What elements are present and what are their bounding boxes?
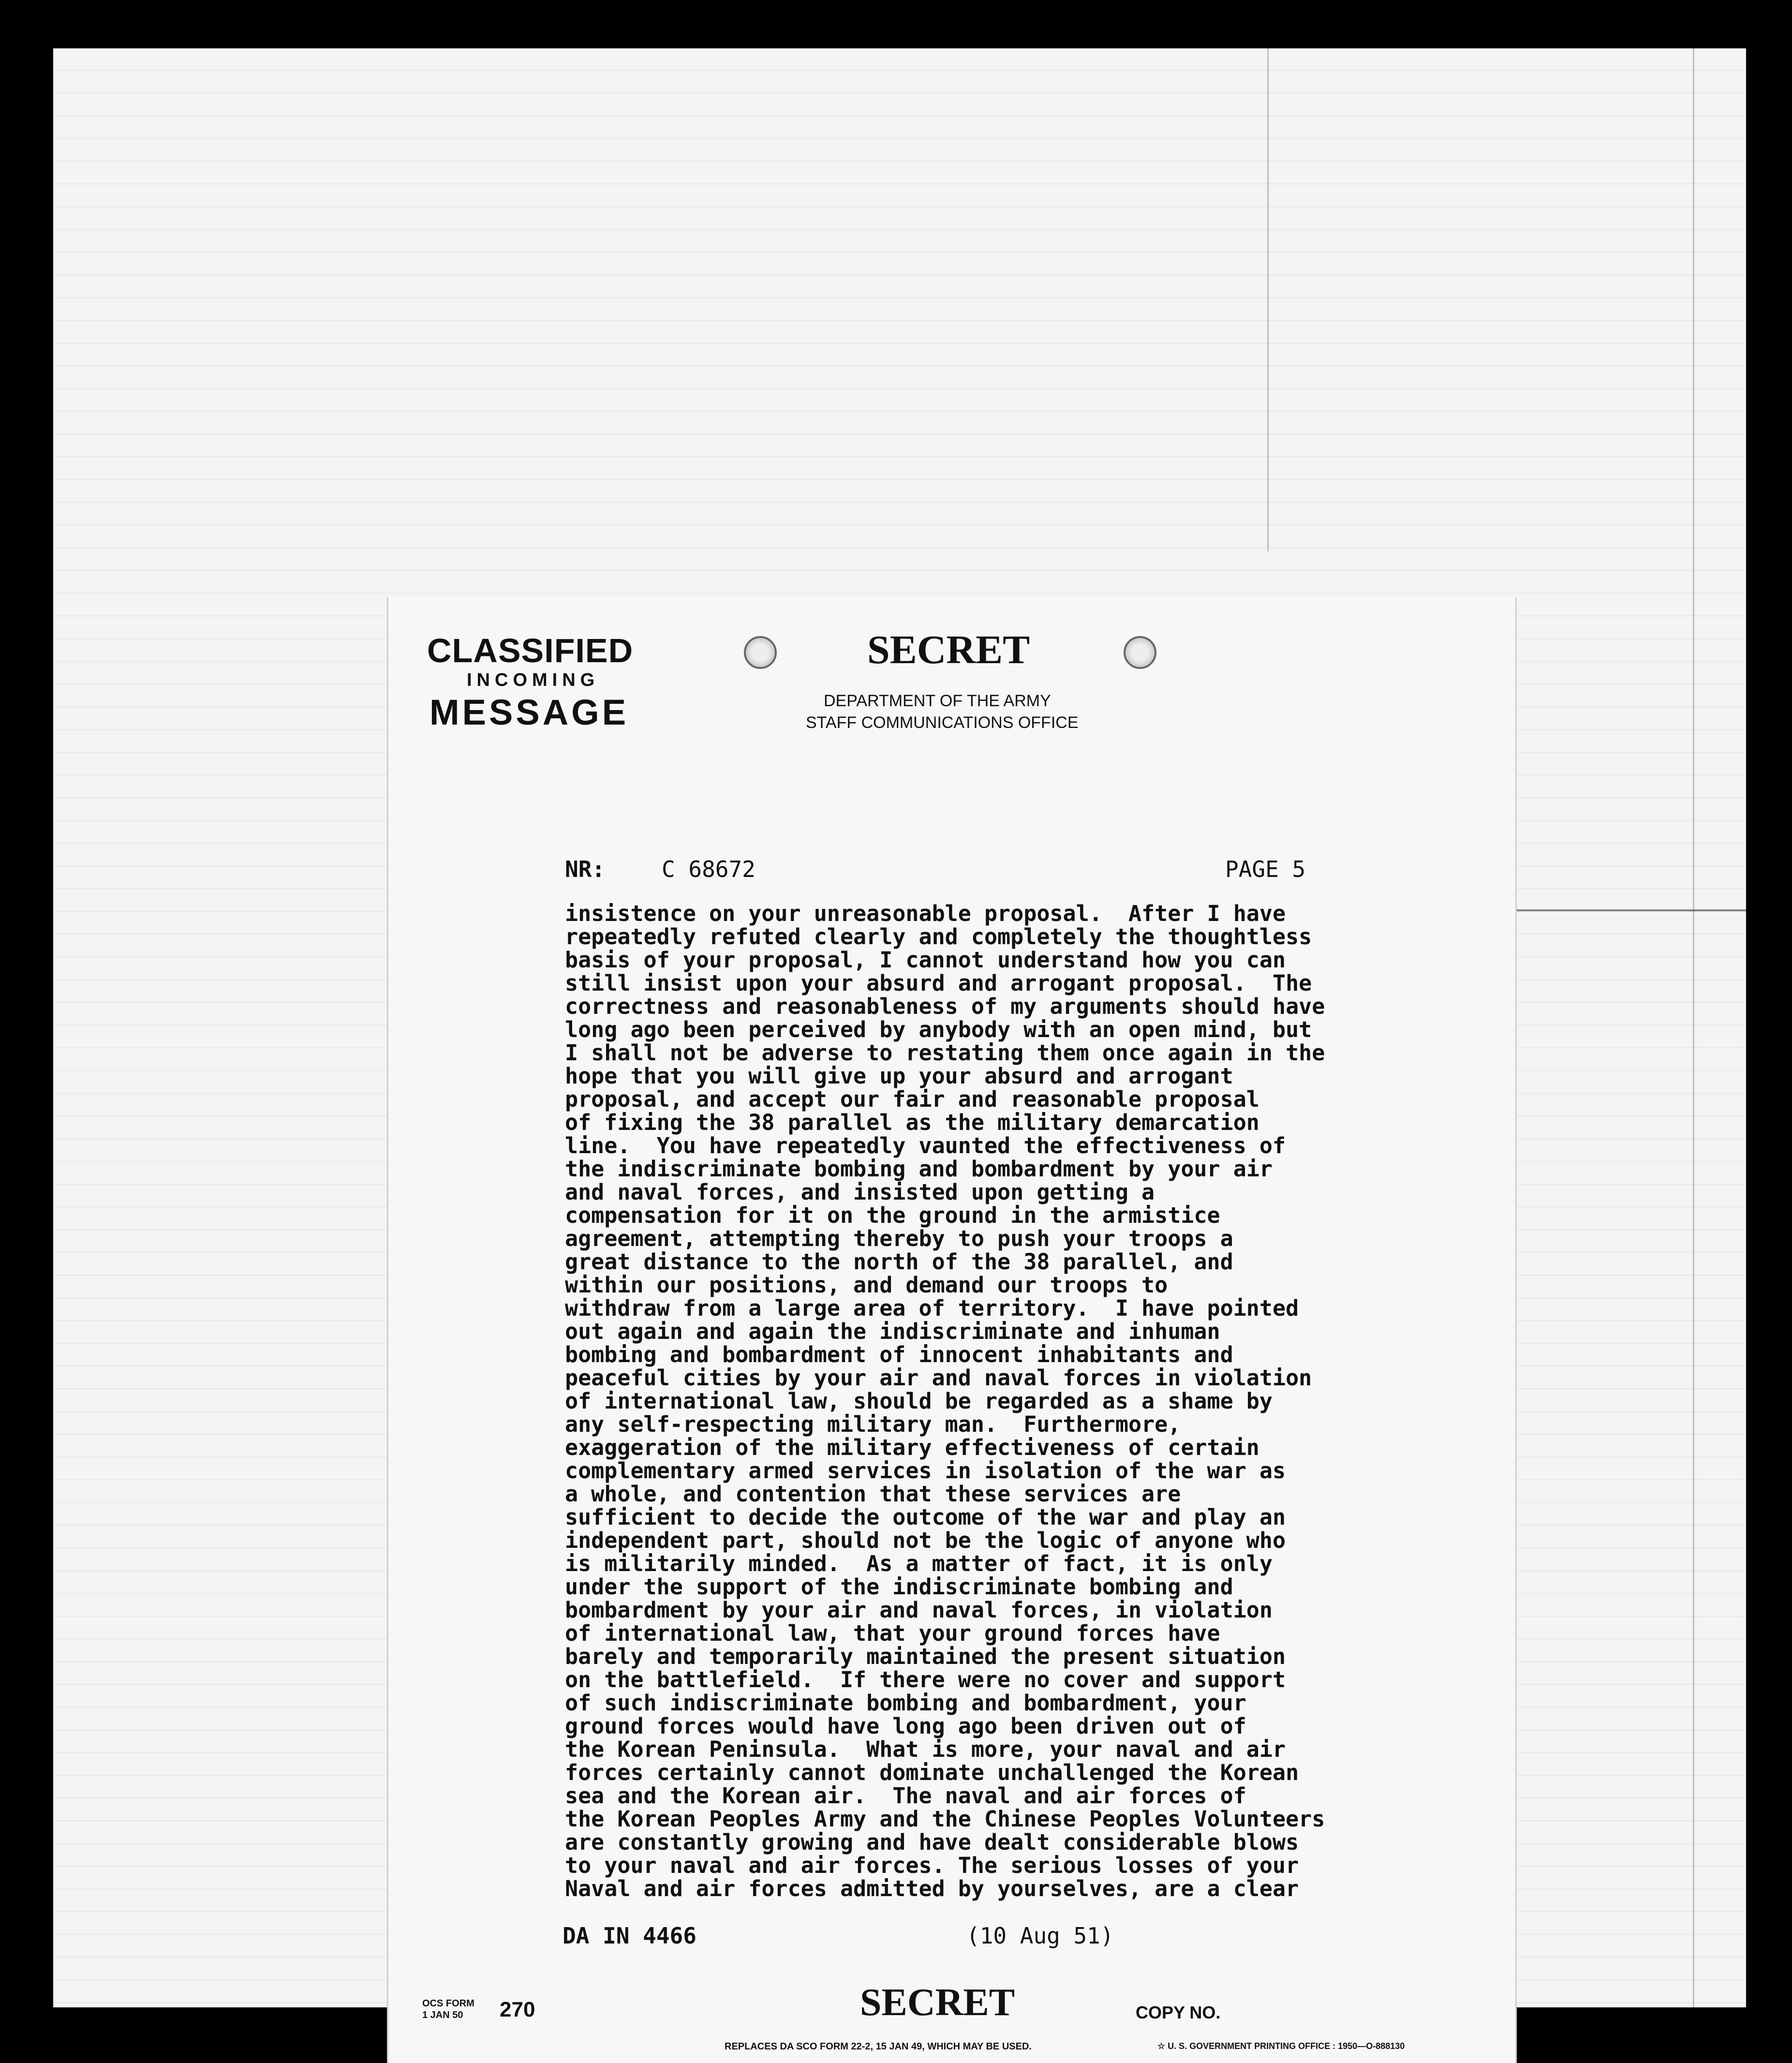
body-line: bombardment by your air and naval forces, in violation bbox=[565, 1597, 1273, 1623]
nr-value: C 68672 bbox=[662, 856, 755, 882]
body-line: ground forces would have long ago been driven out of bbox=[565, 1713, 1246, 1739]
page-number: PAGE 5 bbox=[1225, 856, 1306, 882]
punch-hole bbox=[744, 636, 777, 669]
printing-office-note: ☆ U. S. GOVERNMENT PRINTING OFFICE : 1950—O-888130 bbox=[1157, 2041, 1405, 2051]
body-line: to your naval and air forces. The serious losses of your bbox=[565, 1853, 1299, 1878]
body-line: complementary armed services in isolation of the war as bbox=[565, 1458, 1286, 1484]
message-heading: MESSAGE bbox=[429, 692, 629, 732]
body-line: proposal, and accept our fair and reasonable proposal bbox=[565, 1086, 1259, 1112]
body-line: is militarily minded. As a matter of fact, it is only bbox=[565, 1551, 1273, 1576]
body-line: are constantly growing and have dealt considerable blows bbox=[565, 1829, 1299, 1855]
body-line: still insist upon your absurd and arrogant proposal. The bbox=[565, 970, 1312, 996]
body-line: independent part, should not be the logic of anyone who bbox=[565, 1528, 1286, 1553]
body-line: compensation for it on the ground in the armistice bbox=[565, 1202, 1220, 1228]
body-line: of fixing the 38 parallel as the military demarcation bbox=[565, 1110, 1259, 1135]
footer-secret-classification: SECRET bbox=[860, 1981, 1015, 2024]
body-line: basis of your proposal, I cannot understand how you can bbox=[565, 947, 1286, 973]
body-line: on the battlefield. If there were no cover and support bbox=[565, 1667, 1286, 1692]
message-form bbox=[387, 597, 1517, 2063]
film-scratch bbox=[1693, 48, 1694, 2007]
body-line: sea and the Korean air. The naval and air forces of bbox=[565, 1783, 1246, 1809]
body-line: Naval and air forces admitted by yourselves, are a clear bbox=[565, 1876, 1299, 1901]
body-line: of international law, should be regarded as a shame by bbox=[565, 1388, 1273, 1414]
nr-label: NR: bbox=[565, 856, 606, 882]
replaces-note: REPLACES DA SCO FORM 22-2, 15 JAN 49, WHICH MAY BE USED. bbox=[725, 2041, 1032, 2052]
body-line: peaceful cities by your air and naval forces in violation bbox=[565, 1365, 1312, 1391]
body-line: sufficient to decide the outcome of the war and play an bbox=[565, 1504, 1286, 1530]
body-line: correctness and reasonableness of my arguments should have bbox=[565, 994, 1325, 1019]
secret-classification: SECRET bbox=[867, 627, 1030, 672]
body-line: line. You have repeatedly vaunted the effectiveness of bbox=[565, 1133, 1286, 1158]
classified-heading: CLASSIFIED bbox=[427, 632, 634, 669]
ocs-form-date: 1 JAN 50 bbox=[422, 2010, 463, 2020]
department-name: DEPARTMENT OF THE ARMY bbox=[824, 692, 1051, 710]
body-line: a whole, and contention that these services are bbox=[565, 1481, 1181, 1507]
body-line: the Korean Peoples Army and the Chinese Peoples Volunteers bbox=[565, 1806, 1325, 1832]
da-in-number: DA IN 4466 bbox=[563, 1923, 696, 1949]
body-line: exaggeration of the military effectiveness of certain bbox=[565, 1435, 1259, 1460]
ocs-form-label bbox=[422, 1998, 474, 2021]
body-line: long ago been perceived by anybody with an open mind, but bbox=[565, 1017, 1312, 1042]
body-line: and naval forces, and insisted upon getting a bbox=[565, 1179, 1155, 1205]
body-line: repeatedly refuted clearly and completely the thoughtless bbox=[565, 924, 1312, 950]
body-line: within our positions, and demand our troops to bbox=[565, 1272, 1168, 1298]
copy-number-label: COPY NO. bbox=[1136, 2003, 1221, 2022]
body-line: any self-respecting military man. Furthermore, bbox=[565, 1411, 1181, 1437]
body-line: the Korean Peninsula. What is more, your naval and air bbox=[565, 1736, 1286, 1762]
message-body bbox=[565, 902, 1474, 1900]
film-frame bbox=[53, 48, 1746, 2052]
body-line: hope that you will give up your absurd and arrogant bbox=[565, 1063, 1233, 1089]
body-line: forces certainly cannot dominate unchallenged the Korean bbox=[565, 1760, 1299, 1785]
body-line: the indiscriminate bombing and bombardment by your air bbox=[565, 1156, 1273, 1182]
body-line: withdraw from a large area of territory. I have pointed bbox=[565, 1295, 1299, 1321]
body-line: insistence on your unreasonable proposal. After I have bbox=[565, 901, 1286, 926]
body-line: barely and temporarily maintained the present situation bbox=[565, 1644, 1286, 1669]
office-name: STAFF COMMUNICATIONS OFFICE bbox=[806, 713, 1079, 732]
ocs-form-line: OCS FORM bbox=[422, 1998, 474, 2009]
incoming-heading: INCOMING bbox=[467, 670, 600, 690]
punch-hole bbox=[1124, 636, 1156, 669]
message-date: (10 Aug 51) bbox=[966, 1923, 1114, 1949]
body-line: great distance to the north of the 38 parallel, and bbox=[565, 1249, 1233, 1275]
body-line: under the support of the indiscriminate bombing and bbox=[565, 1574, 1233, 1600]
form-number: 270 bbox=[500, 1998, 535, 2021]
body-line: I shall not be adverse to restating them once again in the bbox=[565, 1040, 1325, 1066]
body-line: agreement, attempting thereby to push your troops a bbox=[565, 1226, 1233, 1251]
body-line: of such indiscriminate bombing and bombardment, your bbox=[565, 1690, 1246, 1716]
body-line: of international law, that your ground forces have bbox=[565, 1620, 1220, 1646]
body-line: out again and again the indiscriminate and inhuman bbox=[565, 1319, 1220, 1344]
film-scratch bbox=[1267, 48, 1269, 551]
body-line: bombing and bombardment of innocent inhabitants and bbox=[565, 1342, 1233, 1367]
